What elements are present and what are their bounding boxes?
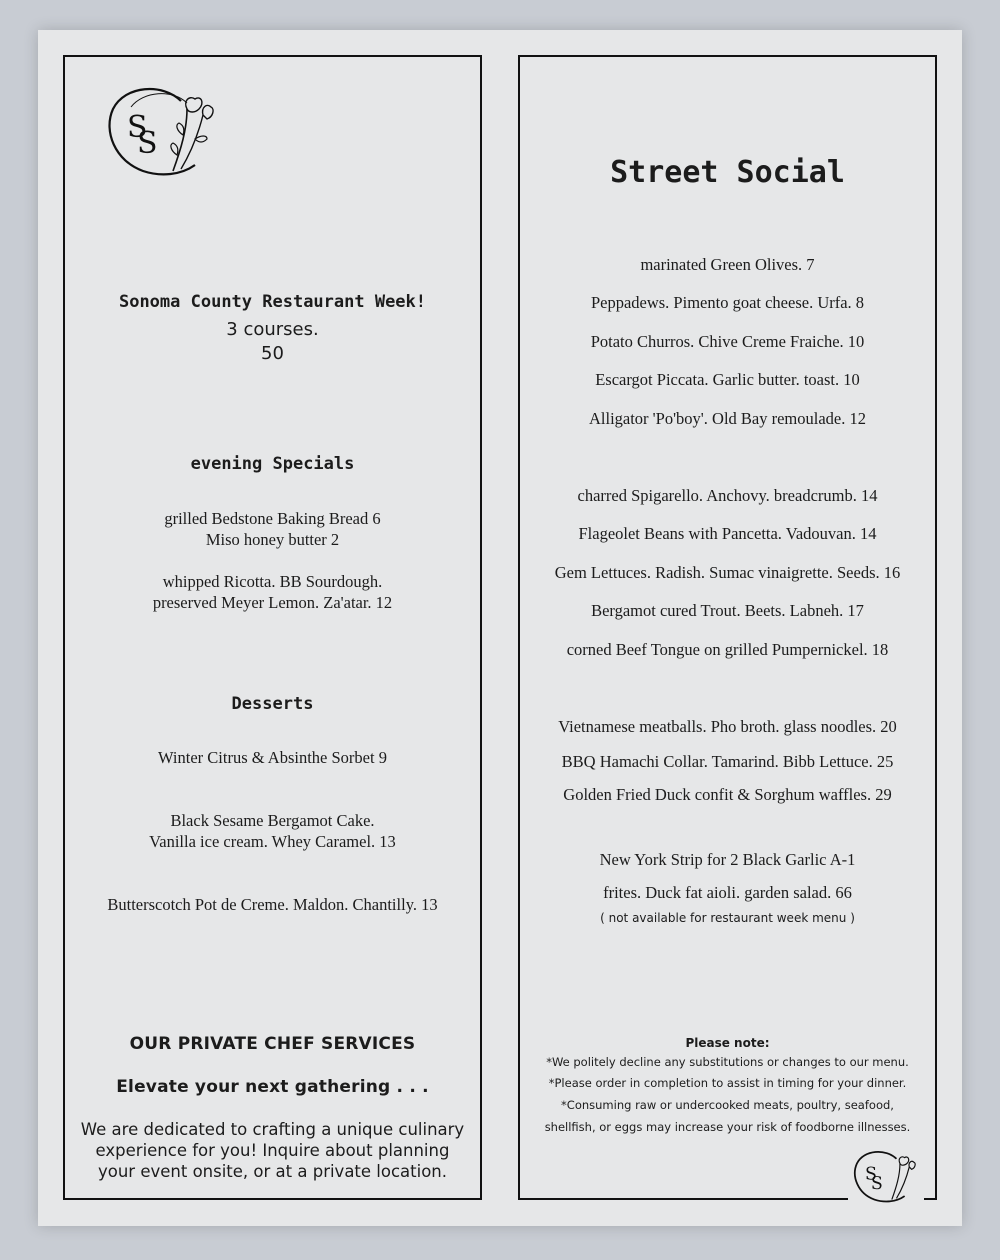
svg-text:S: S <box>870 1174 883 1195</box>
menu-item: Flageolet Beans with Pancetta. Vadouvan. 14 <box>578 524 877 543</box>
strip-note: ( not available for restaurant week menu ) <box>600 911 855 925</box>
special-item: whipped Ricotta. BB Sourdough. <box>162 572 383 591</box>
desserts-heading: Desserts <box>231 694 314 714</box>
menu-item: corned Beef Tongue on grilled Pumpernickel. 18 <box>566 640 889 659</box>
private-chef-body-line: We are dedicated to crafting a unique culinary <box>80 1120 465 1139</box>
specials-heading: evening Specials <box>190 454 355 474</box>
private-chef-subheading: Elevate your next gathering . . . <box>116 1077 429 1097</box>
private-chef-body-line: your event onsite, or at a private location. <box>97 1162 448 1181</box>
strip-line: frites. Duck fat aioli. garden salad. 66 <box>603 883 852 902</box>
private-chef-body-line: experience for you! Inquire about planning <box>95 1141 450 1160</box>
floral-monogram-icon <box>848 1146 924 1210</box>
dessert-item: Butterscotch Pot de Creme. Maldon. Chantilly. 13 <box>107 895 438 914</box>
right-panel <box>518 55 937 1200</box>
note-line: *Please order in completion to assist in timing for your dinner. <box>548 1076 907 1090</box>
promo-courses: 3 courses. <box>226 319 319 340</box>
menu-item: Golden Fried Duck confit & Sorghum waffles. 29 <box>563 785 892 804</box>
restaurant-title: Street Social <box>610 155 845 190</box>
menu-item: Vietnamese meatballs. Pho broth. glass noodles. 20 <box>558 717 897 736</box>
note-line: shellfish, or eggs may increase your risk of foodborne illnesses. <box>544 1120 911 1134</box>
ss-monogram-logo-small <box>848 1146 924 1210</box>
menu-item: marinated Green Olives. 7 <box>640 255 815 274</box>
special-item: Miso honey butter 2 <box>205 530 340 549</box>
promo-title: Sonoma County Restaurant Week! <box>118 292 427 312</box>
menu-item: Potato Churros. Chive Creme Fraiche. 10 <box>590 332 865 351</box>
menu-item: BBQ Hamachi Collar. Tamarind. Bibb Lettuce. 25 <box>561 752 894 771</box>
dessert-item: Vanilla ice cream. Whey Caramel. 13 <box>149 832 396 851</box>
floral-monogram-icon <box>103 79 223 189</box>
svg-text:S: S <box>137 126 158 161</box>
promo-price: 50 <box>261 343 284 364</box>
ss-monogram-logo <box>103 79 223 189</box>
private-chef-heading: OUR PRIVATE CHEF SERVICES <box>129 1034 416 1054</box>
svg-text:S: S <box>127 110 148 145</box>
svg-text:S: S <box>865 1164 878 1185</box>
dessert-item: Black Sesame Bergamot Cake. <box>170 811 375 830</box>
menu-item: Escargot Piccata. Garlic butter. toast. 10 <box>595 370 860 389</box>
strip-line: New York Strip for 2 Black Garlic A-1 <box>599 850 856 869</box>
left-panel <box>63 55 482 1200</box>
notes-title: Please note: <box>685 1036 770 1050</box>
menu-item: Gem Lettuces. Radish. Sumac vinaigrette. Seeds. 16 <box>554 563 901 582</box>
dessert-item: Winter Citrus & Absinthe Sorbet 9 <box>158 748 387 767</box>
special-item: grilled Bedstone Baking Bread 6 <box>164 509 381 528</box>
menu-sheet <box>38 30 962 1226</box>
menu-item: charred Spigarello. Anchovy. breadcrumb. 14 <box>577 486 878 505</box>
menu-item: Bergamot cured Trout. Beets. Labneh. 17 <box>591 601 864 620</box>
note-line: *We politely decline any substitutions or changes to our menu. <box>546 1055 909 1069</box>
menu-item: Peppadews. Pimento goat cheese. Urfa. 8 <box>590 293 865 312</box>
menu-item: Alligator 'Po'boy'. Old Bay remoulade. 12 <box>588 409 866 428</box>
special-item: preserved Meyer Lemon. Za'atar. 12 <box>152 593 393 612</box>
note-line: *Consuming raw or undercooked meats, poultry, seafood, <box>561 1098 894 1112</box>
